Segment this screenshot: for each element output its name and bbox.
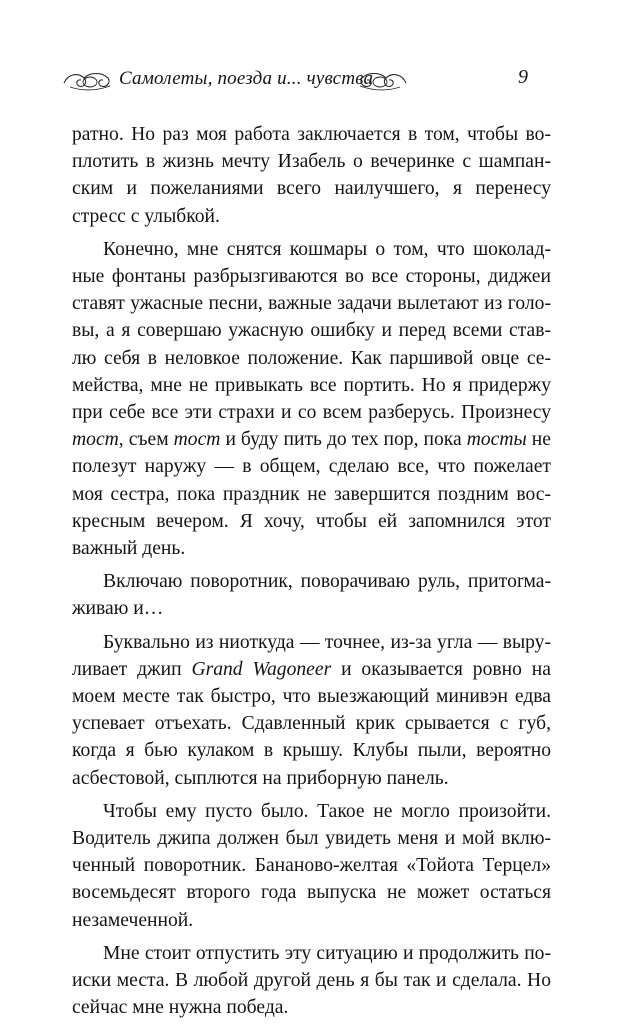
text-line: важный день. [72,538,186,560]
text-line: успевает отъехать. Сдавленный крик срывается с губ, [72,713,551,735]
swirl-ornament-icon [358,70,408,92]
italic-word: тост [72,429,119,451]
text-segment: и буду пить до тех пор, пока [220,429,467,451]
text-line: живаю и… [72,598,164,620]
text-line: плотить в жизнь мечту Изабель о вечеринке с шампан- [72,151,551,173]
text-segment: и оказывается ровно на [331,658,551,680]
text-line [72,426,551,453]
swirl-ornament-icon [62,70,112,92]
italic-word: тост [173,429,221,451]
text-line: вы, а я совершаю ужасную ошибку и перед всеми став- [72,320,551,342]
text-line: ставят ужасные песни, важные задачи вылетают из голо- [72,293,551,315]
text-line: Чтобы ему пусто было. Такое не могло произойти. [103,800,551,822]
text-segment: не [526,429,551,451]
italic-word: Grand Wagoneer [191,658,332,680]
paragraph [72,568,551,622]
text-line: ные фонтаны разбрызгиваются во все стороны, диджеи [72,266,551,288]
paragraph [72,121,551,230]
text-line: иски места. В любой другой день я бы так и сделала. Но [72,970,551,992]
running-header [0,0,619,110]
text-line: Включаю поворотник, поворачиваю руль, притorма- [103,571,551,593]
text-line: при себе все эти страхи и со всем разберусь. Произнесу [72,402,551,424]
paragraph [72,236,551,562]
text-line: лю себя в неловкое положение. Как паршивой овце се- [72,347,551,369]
text-line: ратно. Но раз моя работа заключается в том, чтобы во- [72,124,551,145]
text-line: кресным вечером. Я хочу, чтобы ей запомнился этот [72,510,551,532]
page-number: 9 [518,66,528,88]
text-line: ченный поворотник. Бананово-желтая «Тойота Терцел» [72,855,551,877]
paragraph [72,629,551,792]
text-line: Водитель джипа должен был увидеть меня и мой вклю- [72,828,551,850]
text-line: полезут наружу — в общем, сделаю все, что пожелает [72,456,551,478]
text-line: Конечно, мне снятся кошмары о том, что шоколад- [103,238,551,260]
text-line: незамеченной. [72,909,194,931]
text-line: мейства, мне не привыкать все портить. Но я придержу [72,374,551,396]
paragraph [72,798,551,934]
text-line: асбестовой, сыплются на приборную панель. [72,767,449,789]
text-line: моем месте так быстро, что выезжающий минивэн едва [72,686,551,708]
text-line: стресс с улыбкой. [72,205,220,227]
text-line: Буквально из ниоткуда — точнее, из-за угла — выру- [103,631,551,653]
text-line [72,656,551,683]
italic-word: тосты [466,429,527,451]
text-segment: ливает джип [72,658,192,680]
text-line: Мне стоит отпустить эту ситуацию и продолжить по- [103,942,551,964]
text-line: ским и пожеланиями всего наилучшего, я перенесу [72,178,551,200]
paragraph [72,940,551,1022]
text-line: моя сестра, пока праздник не завершится поздним вос- [72,483,551,505]
text-line: восемьдесят второго года выпуска не может остаться [72,882,551,904]
running-title: Самолеты, поезда и... чувства [119,68,374,89]
body-text [72,121,551,1028]
text-line: сейчас мне нужна победа. [72,997,289,1019]
text-line: когда я бью кулаком в крышу. Клубы пыли, вероятно [72,740,551,762]
text-segment: , съем [118,429,174,451]
